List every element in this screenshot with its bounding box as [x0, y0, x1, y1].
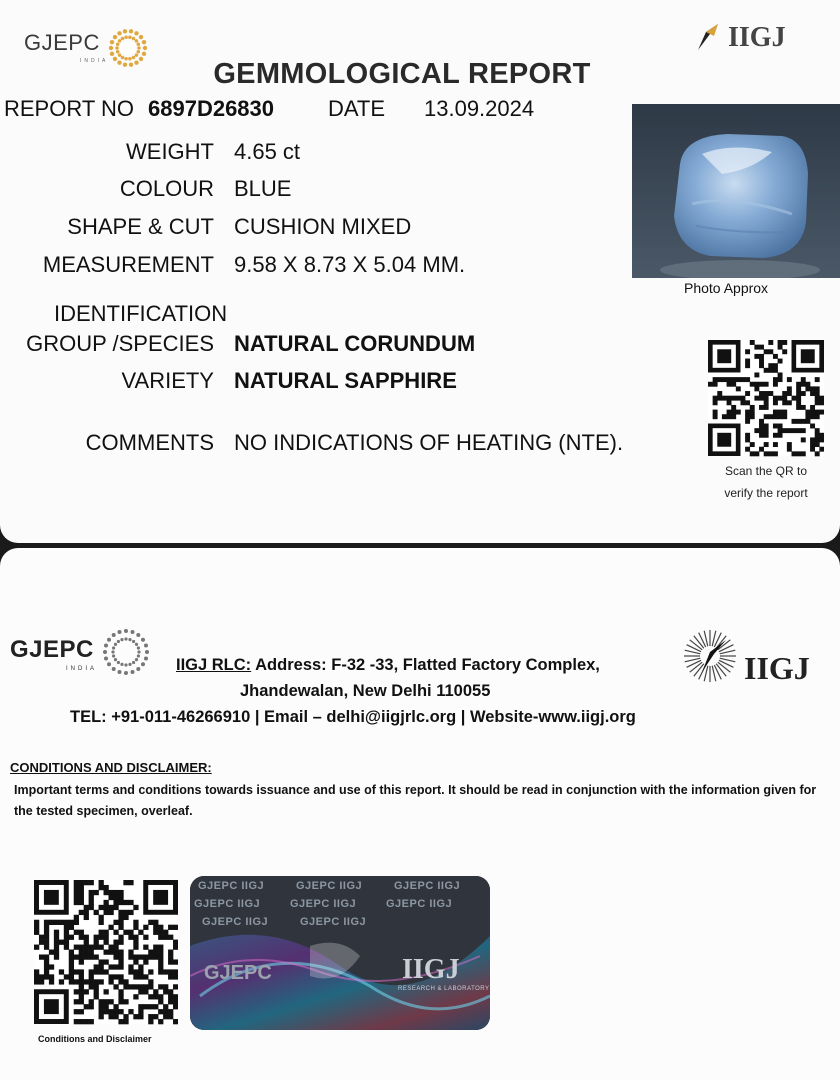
address-label: IIGJ RLC:: [176, 656, 252, 674]
hologram-gjepc: GJEPC: [204, 962, 272, 984]
scan-qr-text: [708, 460, 824, 504]
gjepc-logo-sub: INDIA: [80, 58, 109, 64]
report-back-card: [0, 548, 840, 1080]
address-line2: Jhandewalan, New Delhi 110055: [240, 682, 491, 700]
conditions-qr-code[interactable]: [34, 880, 178, 1026]
iigj-logo: [696, 22, 786, 52]
identification-label: IDENTIFICATION: [54, 301, 228, 326]
weight-value: 4.65 ct: [234, 139, 301, 164]
conditions-title: CONDITIONS AND DISCLAIMER:: [10, 760, 212, 775]
group-species-label: GROUP /SPECIES: [26, 331, 214, 356]
date-value: 13.09.2024: [424, 96, 535, 121]
hologram-repeat-text-3: GJEPC IIGJ: [394, 880, 461, 892]
contact-line: TEL: +91-011-46266910 | Email – delhi@iigjrlc.org | Website-www.iigj.org: [70, 708, 636, 726]
variety-label: VARIETY: [121, 368, 214, 393]
measurement-value: 9.58 X 8.73 X 5.04 MM.: [234, 252, 466, 277]
hologram-repeat-text-4: GJEPC IIGJ: [194, 898, 261, 910]
hologram-repeat-text-5: GJEPC IIGJ: [290, 898, 357, 910]
hologram-seal: [190, 876, 490, 1030]
hologram-repeat-text-7: GJEPC IIGJ: [202, 916, 269, 928]
sapphire-gem-image: [632, 104, 840, 278]
gem-photo: [632, 104, 840, 278]
address-line1-text: Address: F-32 -33, Flatted Factory Complex,: [251, 656, 600, 674]
measurement-label: MEASUREMENT: [42, 252, 214, 277]
report-title: GEMMOLOGICAL REPORT: [213, 58, 591, 90]
report-no-label: REPORT NO: [4, 96, 134, 121]
hologram-repeat-text-2: GJEPC IIGJ: [296, 880, 363, 892]
iigj-arrow-icon: [696, 22, 722, 52]
gjepc-globe-icon: [100, 626, 152, 678]
shape-cut-value: CUSHION MIXED: [234, 214, 412, 239]
shape-cut-label: SHAPE & CUT: [67, 214, 214, 239]
colour-value: BLUE: [234, 176, 292, 201]
iigj-logo-back: [682, 628, 810, 684]
scan-qr-line2: verify the report: [724, 486, 808, 500]
verify-qr-code[interactable]: [708, 340, 824, 458]
hologram-repeat-text-1: GJEPC IIGJ: [198, 880, 265, 892]
iigj-logo-text: IIGJ: [728, 22, 786, 53]
conditions-qr-caption: Conditions and Disclaimer: [38, 1034, 152, 1044]
gjepc-logo-back: [10, 638, 152, 678]
gjepc-logo-text: GJEPC: [24, 30, 100, 55]
comments-label: COMMENTS: [85, 430, 214, 455]
date-label: DATE: [328, 96, 386, 121]
iigj-logo-back-text: IIGJ: [744, 650, 810, 686]
hologram-repeat-text-8: GJEPC IIGJ: [300, 916, 367, 928]
report-no-value: 6897D26830: [148, 96, 275, 121]
hologram-sub: RESEARCH & LABORATORY: [398, 986, 490, 992]
address-line1: [176, 656, 600, 675]
colour-label: COLOUR: [119, 176, 214, 201]
conditions-text: Important terms and conditions towards issuance and use of this report. It should be read in conjunction with the information given for the tested specimen, overleaf.: [14, 783, 817, 818]
iigj-burst-icon: [682, 628, 738, 684]
variety-value: NATURAL SAPPHIRE: [234, 368, 457, 393]
photo-caption: Photo Approx: [684, 280, 769, 296]
weight-label: WEIGHT: [126, 139, 214, 164]
scan-qr-line1: Scan the QR to: [724, 464, 808, 478]
hologram-iigj: IIGJ: [402, 954, 460, 985]
group-species-value: NATURAL CORUNDUM: [234, 331, 476, 356]
comments-value: NO INDICATIONS OF HEATING (NTE).: [234, 430, 624, 455]
gjepc-logo-back-text: GJEPC: [10, 636, 94, 663]
gjepc-logo-back-sub: INDIA: [66, 666, 98, 672]
hologram-repeat-text-6: GJEPC IIGJ: [386, 898, 453, 910]
